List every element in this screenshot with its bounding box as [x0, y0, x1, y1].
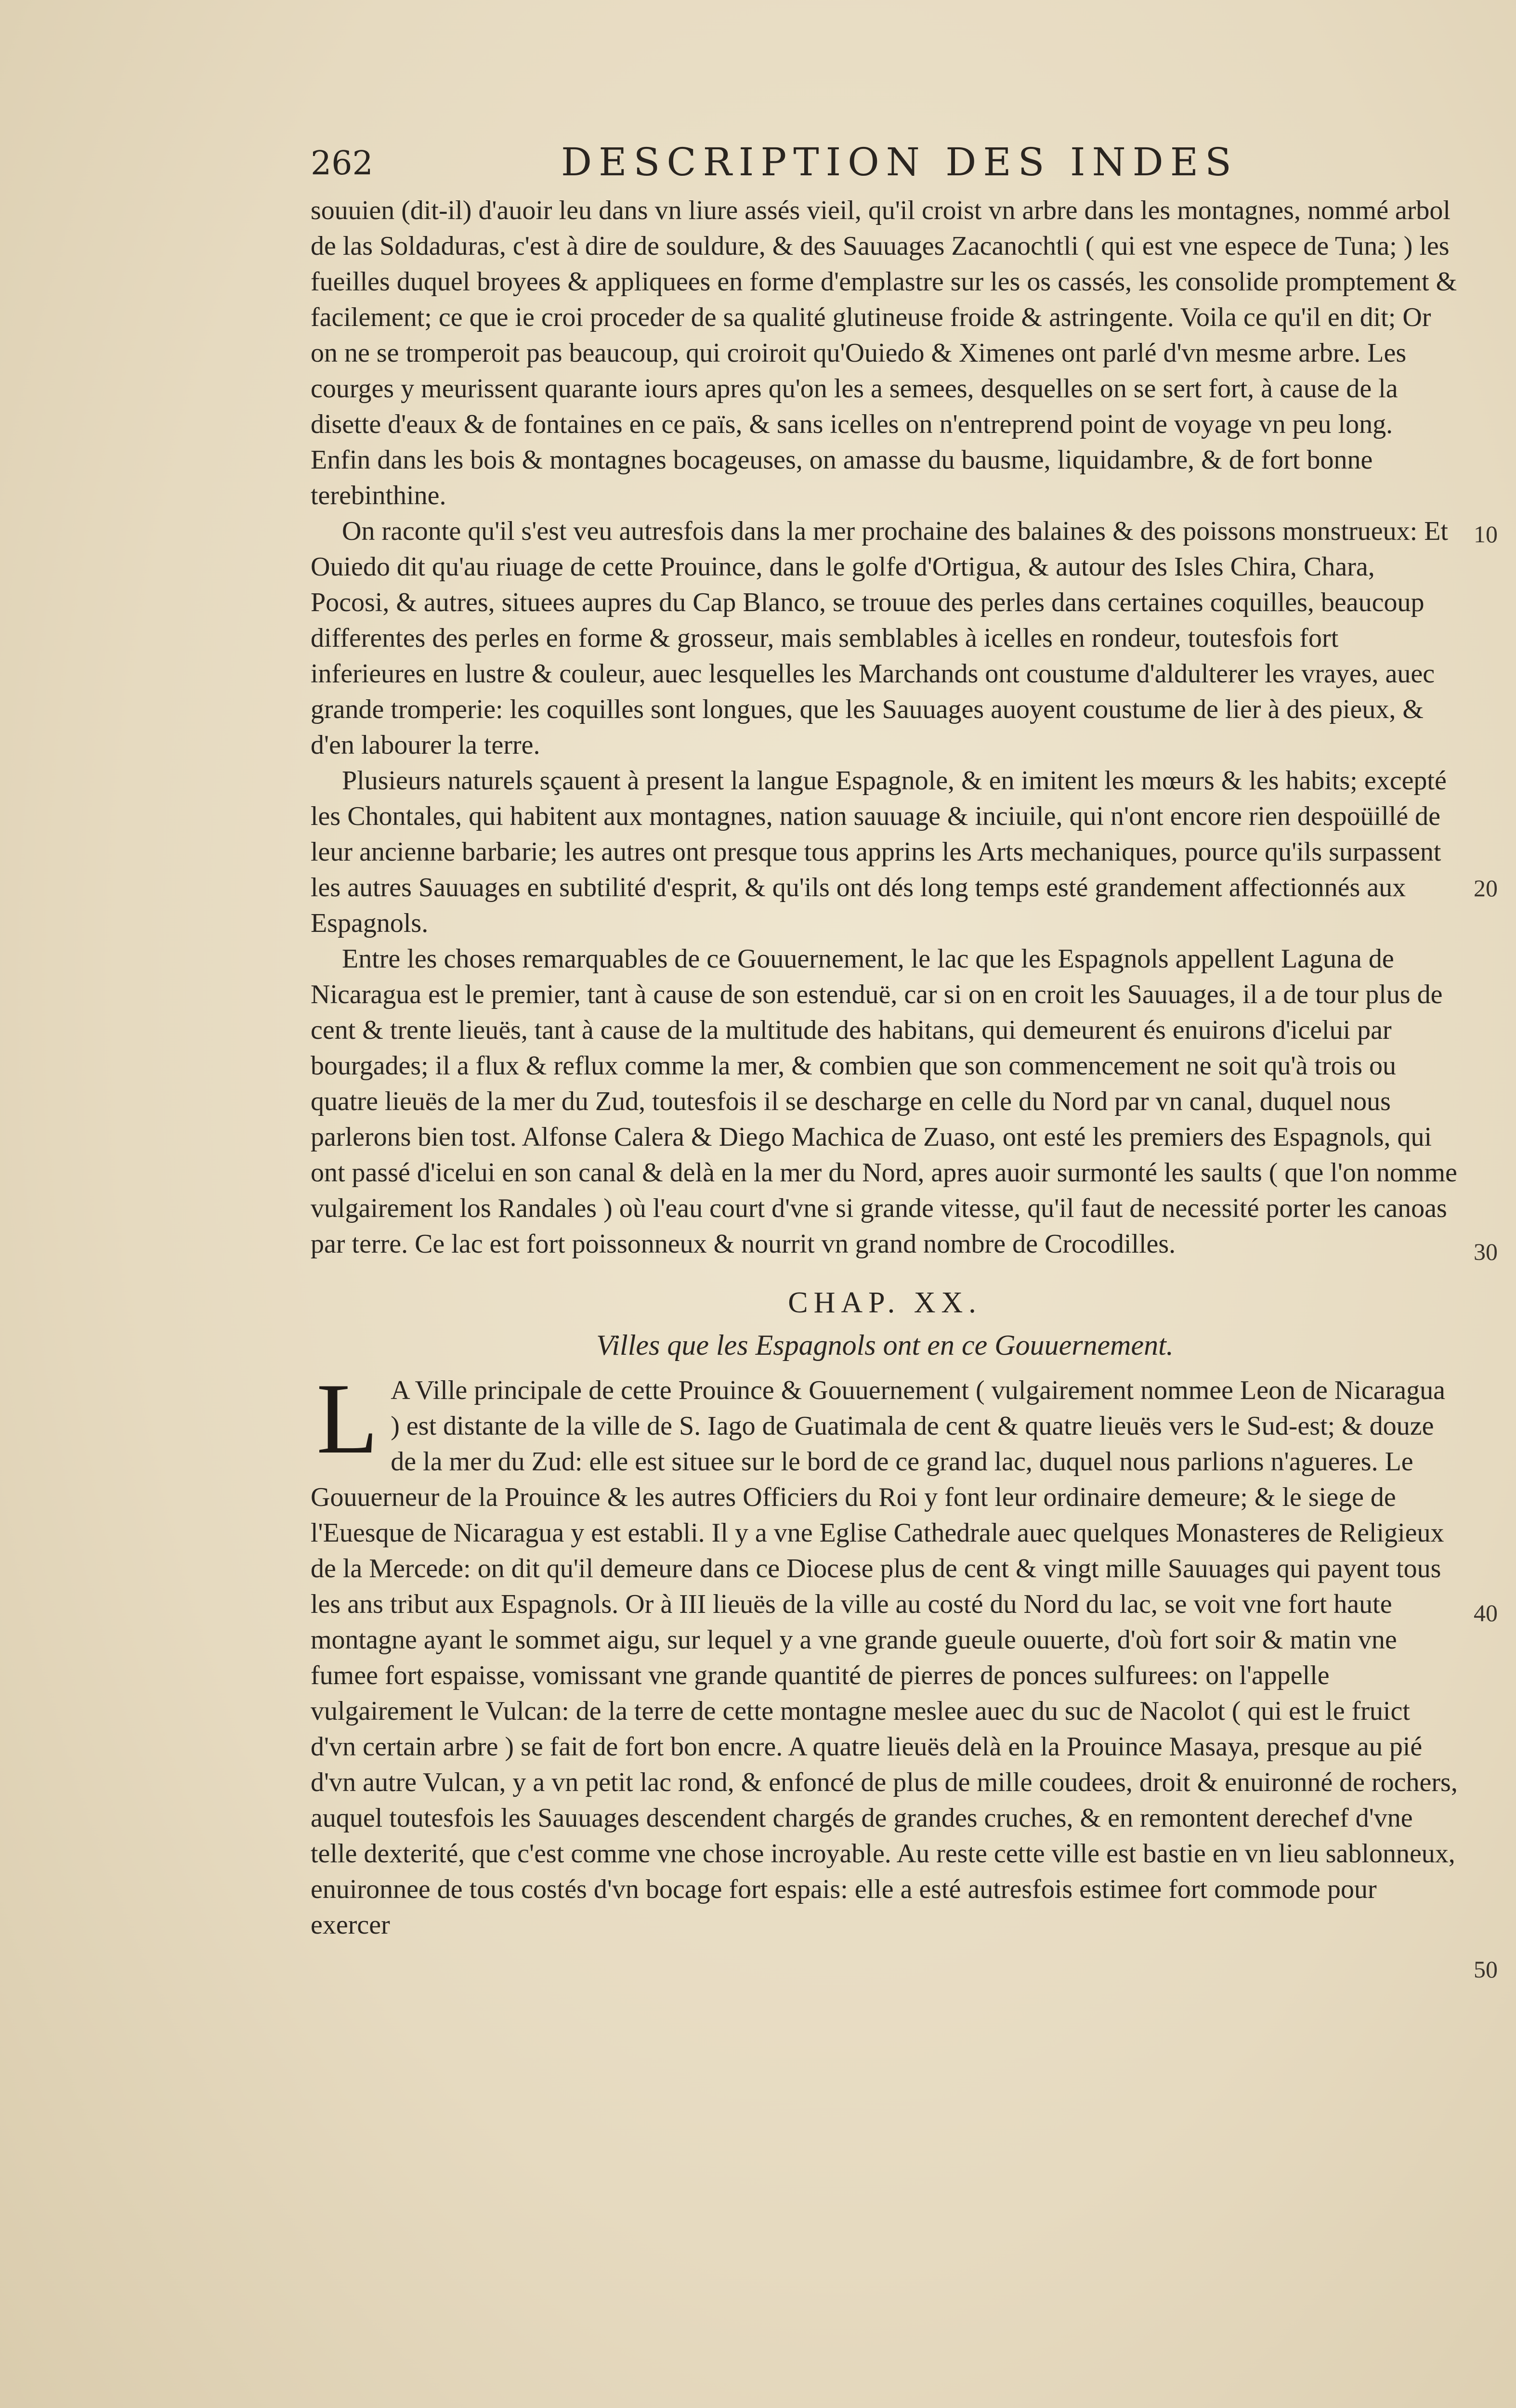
margin-line-number: 50: [1474, 1956, 1498, 1983]
drop-cap: L: [316, 1363, 379, 1475]
chapter-body-text: A Ville principale de cette Prouince & Gouuernement ( vulgairement nommee Leon de Nicaragua ) est distante de la ville de S. Iago de Guatimala de cent & quatre lieuës vers le Sud-est; & douze de la mer du Zud: elle est situee sur le bord de ce grand lac, duquel nous parlions n'agueres. Le Gouuerneur de la Prouince & les autres Officiers du Roi y font leur ordinaire demeure; & le siege de l'Euesque de Nicaragua y est establi. Il y a vne Eglise Cathedrale auec quelques Monasteres de Religieux de la Mercede: on dit qu'il demeure dans ce Diocese plus de cent & vingt mille Sauuages qui payent tous les ans tribut aux Espagnols. Or à III lieuës de la ville au costé du Nord du lac, se voit vne fort haute montagne ayant le sommet aigu, sur lequel y a vne grande gueule ouuerte, d'où fort soir & matin vne fumee fort espaisse, vomissant vne grande quantité de pierres de ponces sulfurees: on l'appelle vulgairement le Vulcan: de la terre de cette montagne meslee auec du suc de Nacolot ( qui est le fruict d'vn certain arbre ) se fait de fort bon encre. A quatre lieuës delà en la Prouince Masaya, presque au pié d'vn autre Vulcan, y a vn petit lac rond, & enfoncé de plus de mille coudees, droit & enuironné de rochers, auquel toutesfois les Sauuages descendent chargés de grandes cruches, & en remontent derechef d'vne telle dexterité, que c'est comme vne chose incroyable. Au reste cette ville est bastie en vn lieu sablonneux, enuironnee de tous costés d'vn bocage fort espais: elle a esté autresfois estimee fort commode pour exercer: [311, 1375, 1458, 1940]
margin-line-number: 30: [1474, 1238, 1498, 1265]
margin-line-number: 40: [1474, 1599, 1498, 1626]
margin-line-number: 10: [1474, 521, 1498, 548]
running-title: DESCRIPTION DES INDES: [561, 140, 1238, 184]
paragraph-1: souuien (dit-il) d'auoir leu dans vn liure assés vieil, qu'il croist vn arbre dans les montagnes, nommé arbol de las Soldaduras, c'est à dire de souldure, & des Sauuages Zacanochtli ( qui est vne espece de Tuna; ) les fueilles duquel broyees & appliquees en forme d'emplastre sur les os cassés, les consolide promptement & facilement; ce que ie croi proceder de sa qualité glutineuse froide & astringente. Voila ce qu'il en dit; Or on ne se tromperoit pas beaucoup, qui croiroit qu'Ouiedo & Ximenes ont parlé d'vn mesme arbre. Les courges y meurissent quarante iours apres qu'on les a semees, desquelles on se sert fort, à cause de la disette d'eaux & de fontaines en ce païs, & sans icelles on n'entreprend point de voyage vn peu long. Enfin dans les bois & montagnes bocageuses, on amasse du bausme, liquidambre, & de fort bonne terebinthine.: [311, 196, 1457, 510]
chapter-subtitle: Villes que les Espagnols ont en ce Gouuernement.: [596, 1329, 1174, 1361]
body-text: [311, 193, 1459, 1943]
page-header: [311, 140, 1457, 193]
paragraph-3: Plusieurs naturels sçauent à present la langue Espagnole, & en imitent les mœurs & les habits; excepté les Chontales, qui habitent aux montagnes, nation sauuage & inciuile, qui n'ont encore rien despoüillé de leur ancienne barbarie; les autres ont presque tous apprins les Arts mechaniques, pource qu'ils surpassent les autres Sauuages en subtilité d'esprit, & qu'ils ont dés long temps esté grandement affectionnés aux Espagnols.: [311, 766, 1447, 938]
chapter-paragraph: [311, 1363, 1459, 1943]
paragraph-2: On raconte qu'il s'est veu autresfois dans la mer prochaine des balaines & des poissons monstrueux: Et Ouiedo dit qu'au riuage de cette Prouince, dans le golfe d'Ortigua, & autour des Isles Chira, Chara, Pocosi, & autres, situees aupres du Cap Blanco, se trouue des perles dans certaines coquilles, beaucoup differentes des perles en forme & grosseur, mais semblables à icelles en rondeur, toutesfois fort inferieures en lustre & couleur, auec lesquelles les Marchands ont coustume d'aldulterer les vrayes, auec grande tromperie: les coquilles sont longues, que les Sauuages auoyent coustume de lier à des pieux, & d'en labourer la terre.: [311, 516, 1448, 760]
page-number: 262: [311, 144, 373, 183]
paragraph-4: Entre les choses remarquables de ce Gouuernement, le lac que les Espagnols appellent Laguna de Nicaragua est le premier, tant à cause de son estenduë, car si on en croit les Sauuages, il a de tour plus de cent & trente lieuës, tant à cause de la multitude des habitans, qui demeurent és enuirons d'icelui par bourgades; il a flux & reflux comme la mer, & combien que son commencement ne soit qu'à trois ou quatre lieuës de la mer du Zud, toutesfois il se descharge en celle du Nord par vn canal, duquel nous parlerons bien tost. Alfonse Calera & Diego Machica de Zuaso, ont esté les premiers des Espagnols, qui ont passé d'icelui en son canal & delà en la mer du Nord, apres auoir surmonté les saults ( que l'on nomme vulgairement los Randales ) où l'eau court d'vne si grande vitesse, qu'il faut de necessité porter les canoas par terre. Ce lac est fort poissonneux & nourrit vn grand nombre de Crocodilles.: [311, 944, 1457, 1259]
margin-line-number: 20: [1474, 875, 1498, 902]
chapter-title: CHAP. XX.: [788, 1286, 982, 1319]
